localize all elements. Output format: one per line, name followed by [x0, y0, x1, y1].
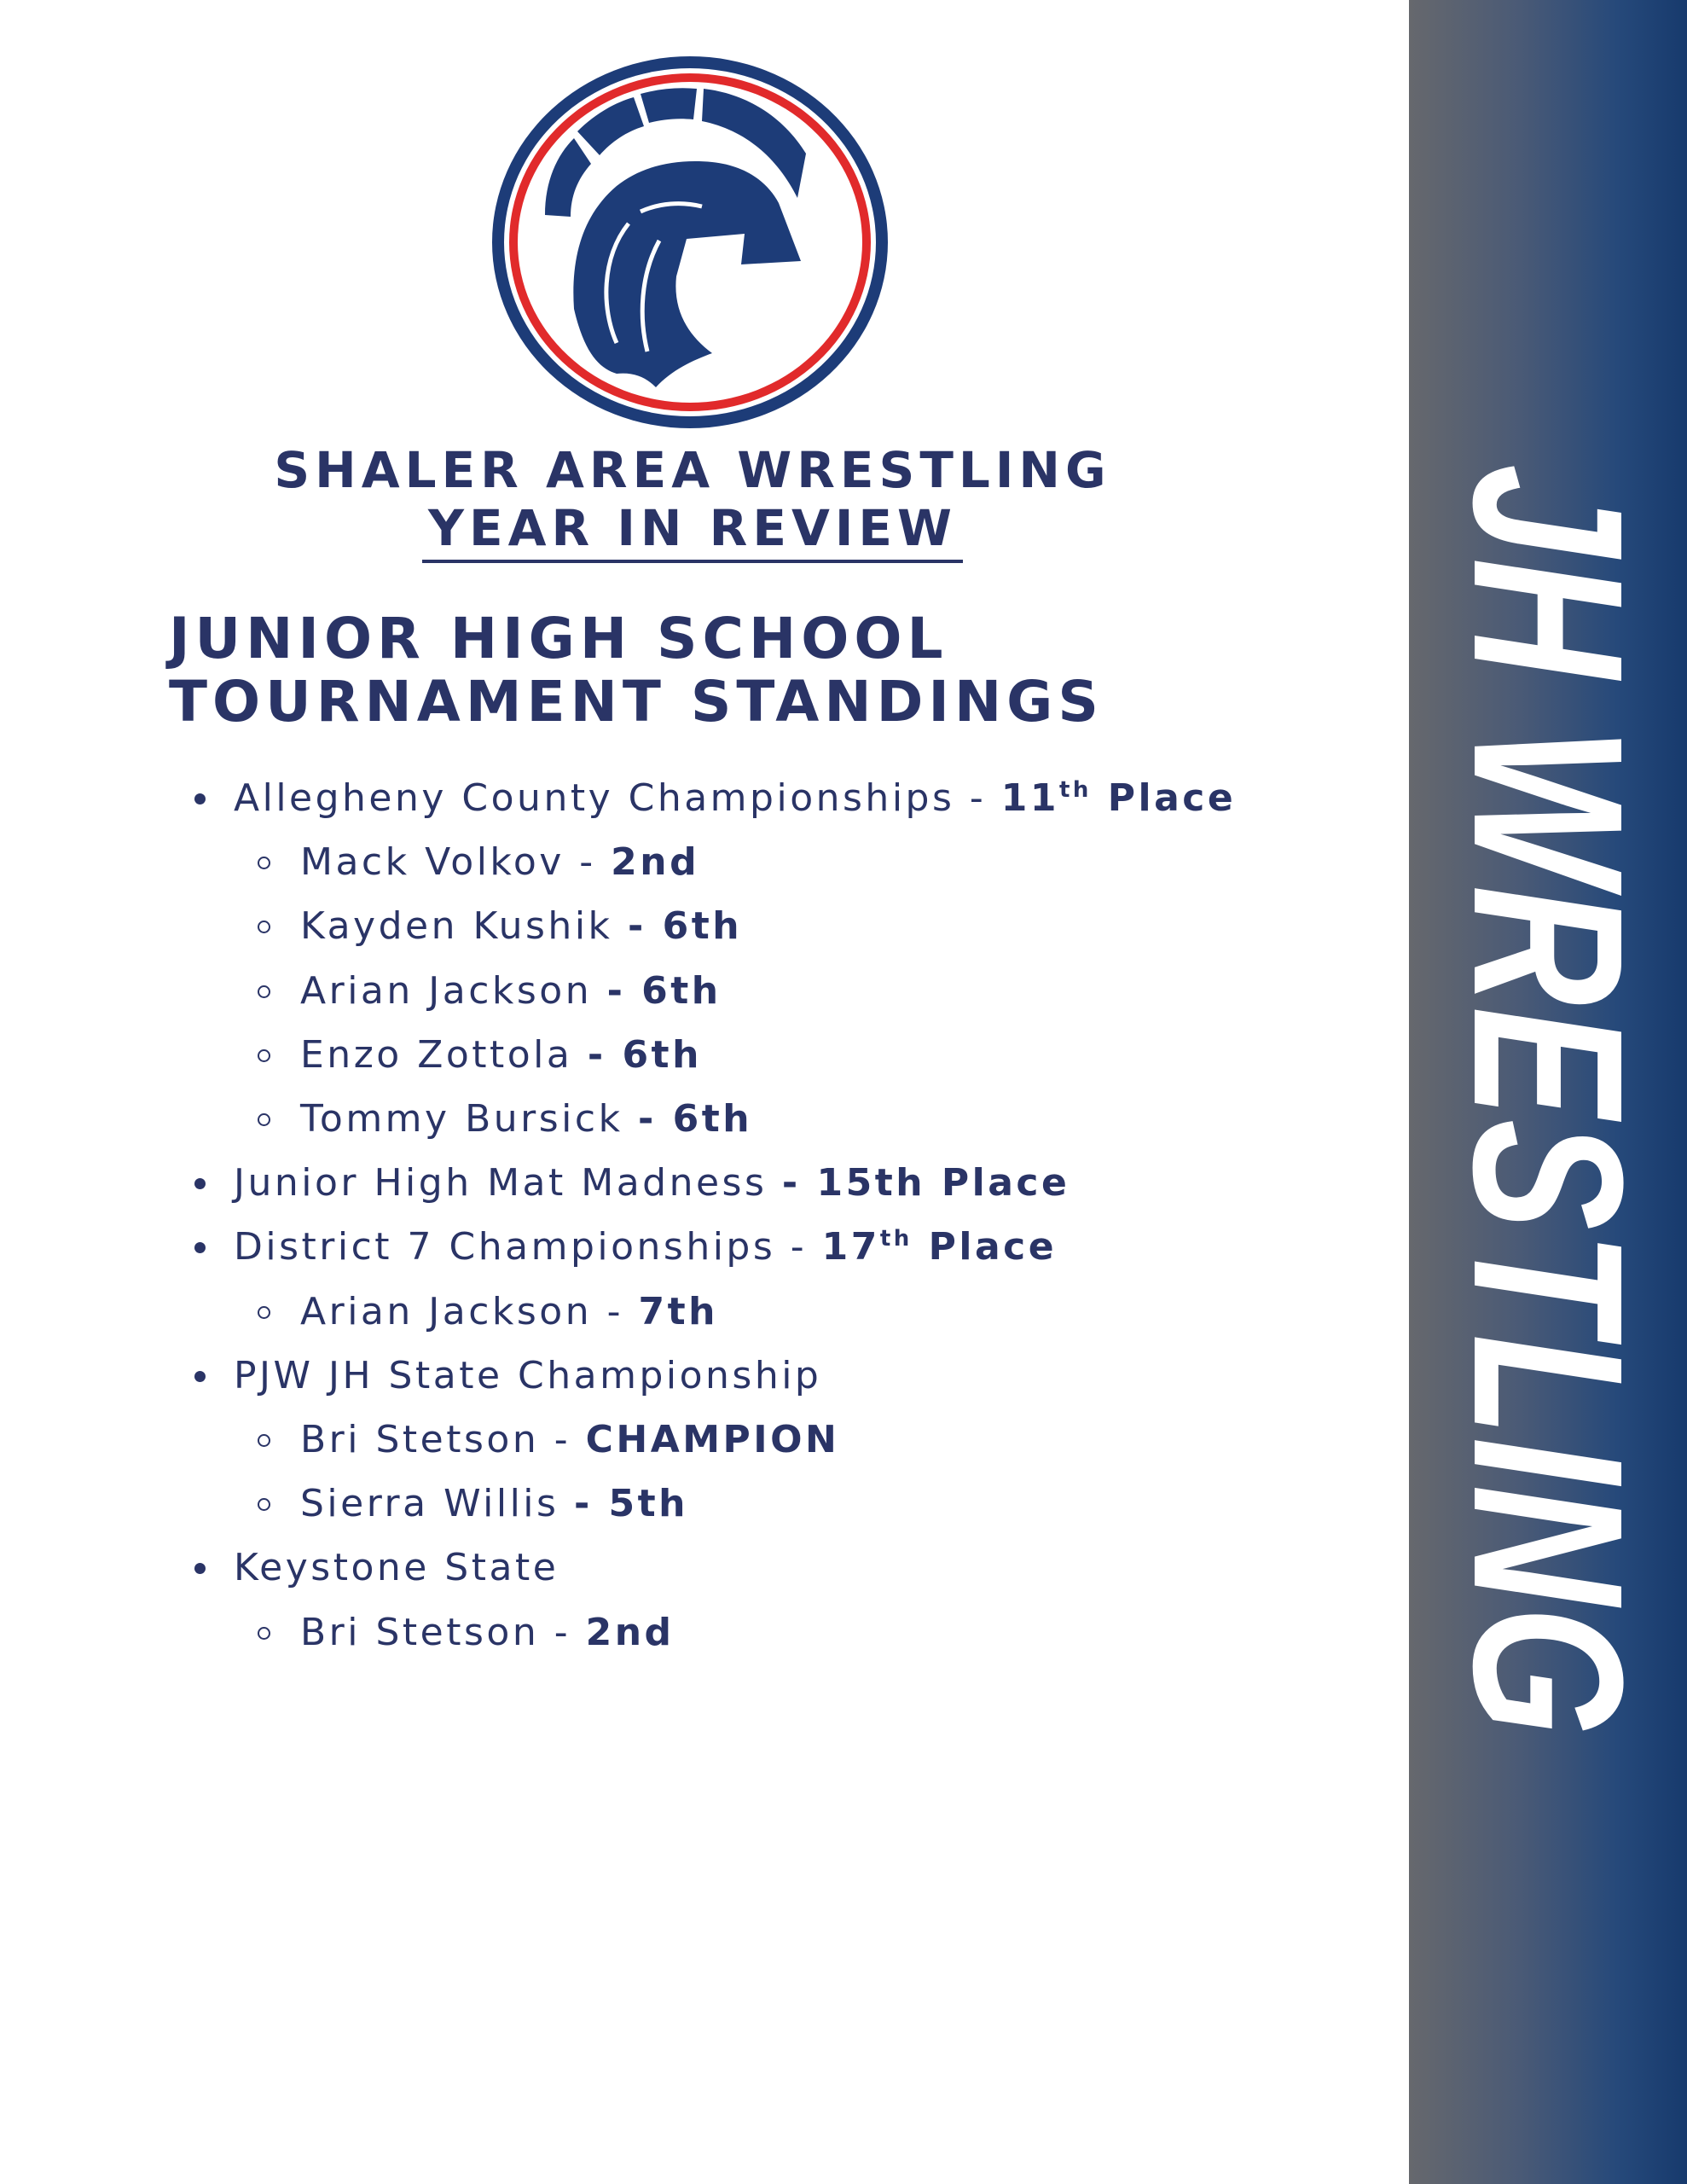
bullet-dot-icon	[194, 1563, 206, 1574]
bullet-circle-icon	[258, 1434, 270, 1447]
item-label: Arian Jackson -	[300, 1289, 639, 1333]
bullet-circle-icon	[258, 921, 270, 933]
bullet-circle-icon	[258, 857, 270, 869]
item-label: Mack Volkov -	[300, 840, 612, 885]
item-result: - 6th	[628, 904, 743, 949]
item-label: PJW JH State Championship	[234, 1353, 822, 1397]
item-result-suffix: Place	[912, 1225, 1058, 1269]
item-result-suffix: Place	[1091, 776, 1237, 820]
bullet-dot-icon	[194, 793, 206, 804]
side-banner	[1409, 0, 1687, 2184]
item-label: Sierra Willis	[300, 1482, 574, 1526]
item-label: District 7 Championships -	[234, 1225, 822, 1269]
item-result: - 6th	[587, 1032, 702, 1077]
item-result: 11	[1000, 776, 1059, 820]
item-label: Junior High Mat Madness	[234, 1161, 782, 1205]
bullet-dot-icon	[194, 1242, 206, 1253]
item-result: 7th	[638, 1289, 718, 1333]
item-result: CHAMPION	[585, 1418, 840, 1461]
banner-text: JH WRESTLING	[1429, 463, 1667, 1738]
bullet-circle-icon	[258, 1498, 270, 1511]
bullet-dot-icon	[194, 1178, 206, 1189]
bullet-circle-icon	[258, 1306, 270, 1319]
bullet-dot-icon	[194, 1371, 206, 1382]
item-result-ordinal: th	[879, 1226, 913, 1252]
item-result: 17	[821, 1225, 880, 1269]
item-result-ordinal: th	[1058, 777, 1092, 803]
bullet-circle-icon	[258, 1627, 270, 1640]
item-label: Bri Stetson -	[300, 1610, 586, 1654]
item-result: - 6th	[638, 1097, 753, 1141]
section-title	[169, 607, 1104, 734]
header-title-line1: SHALER AREA WRESTLING	[274, 441, 1111, 499]
header-title-line2: YEAR IN REVIEW	[427, 499, 958, 557]
item-result: - 5th	[573, 1482, 688, 1526]
item-result: - 6th	[606, 968, 722, 1013]
item-label: Tommy Bursick	[300, 1097, 639, 1141]
item-label: Enzo Zottola	[300, 1032, 588, 1077]
item-result: 2nd	[611, 840, 700, 885]
item-label: Kayden Kushik	[300, 904, 629, 949]
item-label: Bri Stetson -	[300, 1418, 586, 1461]
section-title-line2: TOURNAMENT STANDINGS	[169, 669, 1104, 735]
item-result: - 15th Place	[781, 1161, 1070, 1205]
bullet-circle-icon	[258, 1113, 270, 1126]
item-result: 2nd	[585, 1610, 675, 1654]
header-underline	[422, 560, 963, 563]
bullet-circle-icon	[258, 1049, 270, 1062]
item-label: Arian Jackson	[300, 968, 607, 1013]
item-label: Keystone State	[234, 1546, 559, 1590]
spartan-helmet-logo	[489, 53, 891, 432]
item-label: Allegheny County Championships -	[234, 776, 1001, 820]
section-title-line1: JUNIOR HIGH SCHOOL	[169, 606, 948, 671]
bullet-circle-icon	[258, 985, 270, 998]
